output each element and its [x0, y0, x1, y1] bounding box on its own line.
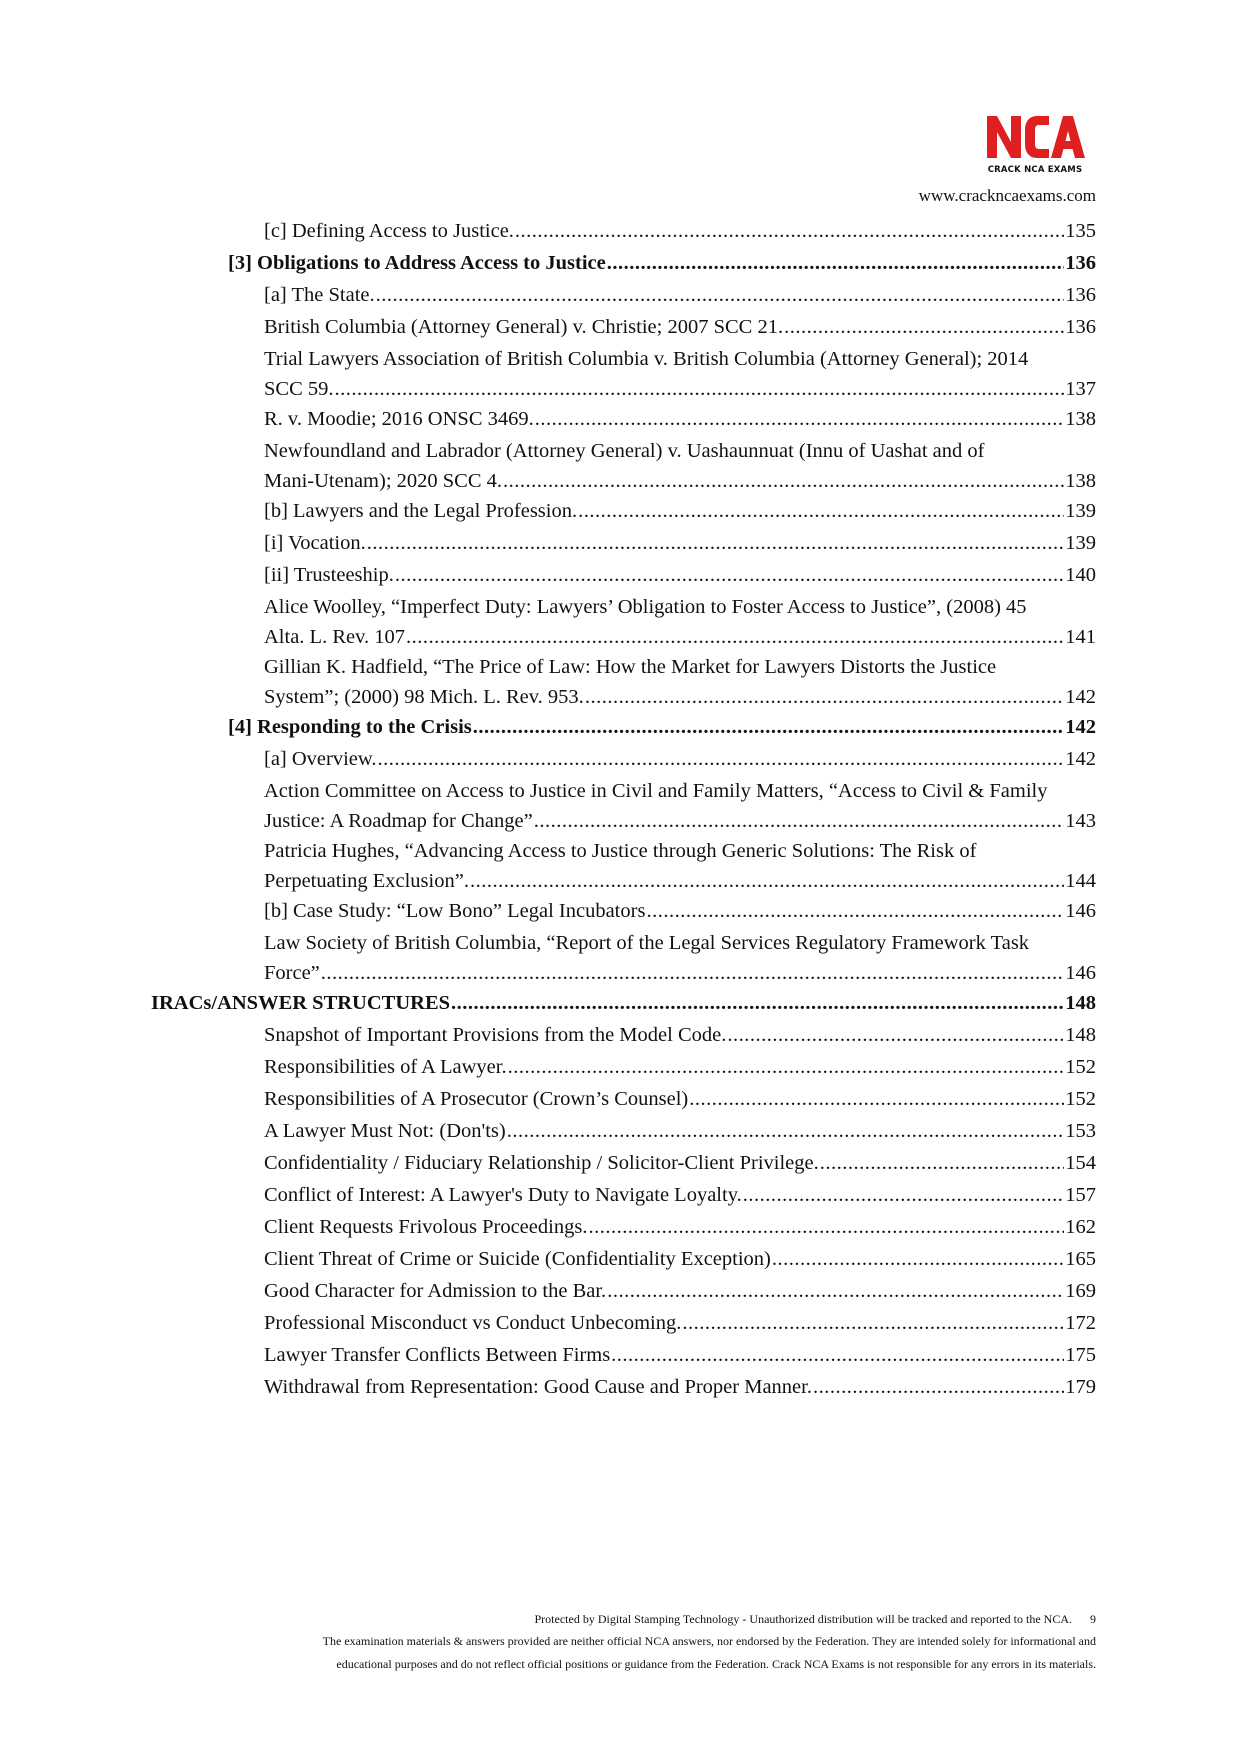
toc-page-number: 142 [1065, 716, 1096, 738]
toc-page-number: 157 [1065, 1184, 1096, 1206]
toc-page-number: 136 [1065, 252, 1096, 274]
footer-disclaimer-line2: educational purposes and do not reflect official positions or guidance from the Federation. Crack NCA Exams is not responsible for any errors in its materials. [336, 1657, 1096, 1671]
toc-page-number: 142 [1065, 748, 1096, 770]
toc-page-number: 172 [1065, 1312, 1096, 1334]
toc-entry: Conflict of Interest: A Lawyer's Duty to Navigate Loyalty. ..... 157 [264, 1180, 1096, 1210]
toc-page-number: 179 [1065, 1376, 1096, 1398]
toc-page-number: 165 [1065, 1248, 1096, 1270]
toc-page-number: 175 [1065, 1344, 1096, 1366]
toc-entry: [a] Overview. ..... 142 [264, 744, 1096, 774]
toc-entry: Professional Misconduct vs Conduct Unbecoming. ..... 172 [264, 1308, 1096, 1338]
toc-page-number: 136 [1065, 284, 1096, 306]
toc-page-number: 152 [1065, 1088, 1096, 1110]
toc-page-number: 146 [1065, 900, 1096, 922]
page-number: 9 [1090, 1612, 1096, 1626]
toc-entry: [a] The State. ..... 136 [264, 280, 1096, 310]
toc-page-number: 154 [1065, 1152, 1096, 1174]
toc-entry: British Columbia (Attorney General) v. Christie; 2007 SCC 21. ..... 136 [264, 312, 1096, 342]
toc-entry: [ii] Trusteeship. ..... 140 [264, 560, 1096, 590]
toc-page-number: 136 [1065, 316, 1096, 338]
toc-page-number: 153 [1065, 1120, 1096, 1142]
toc-entry: [i] Vocation. ..... 139 [264, 528, 1096, 558]
toc-page-number: 141 [1065, 626, 1096, 648]
toc-page-number: 152 [1065, 1056, 1096, 1078]
toc-page-number: 142 [1065, 686, 1096, 708]
footer-disclaimer-line1: The examination materials & answers provided are neither official NCA answers, nor endorsed by the Federation. They are intended solely for informational and [322, 1634, 1096, 1648]
toc-entry: Newfoundland and Labrador (Attorney General) v. Uashaunnuat (Innu of Uashat and of Mani-Utenam); 2020 SCC 4. ..... 138 [264, 436, 1096, 496]
toc-page-number: 143 [1065, 810, 1096, 832]
logo-caption: CRACK NCA EXAMS [987, 165, 1083, 175]
toc-entry: [b] Lawyers and the Legal Profession. ..... 139 [264, 496, 1096, 526]
toc-entry: [b] Case Study: “Low Bono” Legal Incubators ..... 146 [264, 896, 1096, 926]
toc-entry: R. v. Moodie; 2016 ONSC 3469. ..... 138 [264, 404, 1096, 434]
toc-page-number: 137 [1065, 378, 1096, 400]
toc-entry: Snapshot of Important Provisions from the Model Code. ..... 148 [264, 1020, 1096, 1050]
toc-page-number: 146 [1065, 962, 1096, 984]
toc-page-number: 148 [1065, 992, 1096, 1014]
toc-entry: Patricia Hughes, “Advancing Access to Justice through Generic Solutions: The Risk of Perpetuating Exclusion”. ..... 144 [264, 836, 1096, 896]
toc-entry: Responsibilities of A Prosecutor (Crown’s Counsel) ..... 152 [264, 1084, 1096, 1114]
toc-entry: Responsibilities of A Lawyer. ..... 152 [264, 1052, 1096, 1082]
toc-entry: Confidentiality / Fiduciary Relationship / Solicitor-Client Privilege. ..... 154 [264, 1148, 1096, 1178]
toc-entry: Client Requests Frivolous Proceedings. ..... 162 [264, 1212, 1096, 1242]
toc-page-number: 135 [1065, 220, 1096, 242]
toc-page-number: 138 [1065, 408, 1096, 430]
toc-entry: [c] Defining Access to Justice. ..... 135 [264, 216, 1096, 246]
toc-page-number: 139 [1065, 532, 1096, 554]
toc-entry: Good Character for Admission to the Bar. ..... 169 [264, 1276, 1096, 1306]
footer-protection-notice: Protected by Digital Stamping Technology - Unauthorized distribution will be tracked and reported to the NCA. 9 [534, 1612, 1096, 1626]
toc-entry: Client Threat of Crime or Suicide (Confidentiality Exception) ..... 165 [264, 1244, 1096, 1274]
toc-entry: Alice Woolley, “Imperfect Duty: Lawyers’ Obligation to Foster Access to Justice”, (2008) 45 Alta. L. Rev. 107 ..... 141 [264, 592, 1096, 652]
toc-entry: Law Society of British Columbia, “Report of the Legal Services Regulatory Framework Task Force” ..... 146 [264, 928, 1096, 988]
toc-page-number: 144 [1065, 870, 1096, 892]
toc-entry: Withdrawal from Representation: Good Cause and Proper Manner. ..... 179 [264, 1372, 1096, 1402]
toc-entry: Gillian K. Hadfield, “The Price of Law: How the Market for Lawyers Distorts the Justice System”; (2000) 98 Mich. L. Rev. 953. ..... 142 [264, 652, 1096, 712]
toc-page-number: 169 [1065, 1280, 1096, 1302]
toc-entry: IRACs/ANSWER STRUCTURES ..... 148 [151, 988, 1096, 1018]
toc-page-number: 139 [1065, 500, 1096, 522]
toc-entry: [3] Obligations to Address Access to Justice ..... 136 [228, 248, 1096, 278]
toc-entry: Lawyer Transfer Conflicts Between Firms ..... 175 [264, 1340, 1096, 1370]
toc-page-number: 140 [1065, 564, 1096, 586]
toc-entry: Trial Lawyers Association of British Columbia v. British Columbia (Attorney General); 2014 SCC 59. ..... 137 [264, 344, 1096, 404]
toc-entry: Action Committee on Access to Justice in Civil and Family Matters, “Access to Civil & Family Justice: A Roadmap for Change” ..... 143 [264, 776, 1096, 836]
toc-page-number: 148 [1065, 1024, 1096, 1046]
toc-entry: [4] Responding to the Crisis ..... 142 [228, 712, 1096, 742]
toc-page-number: 162 [1065, 1216, 1096, 1238]
website-url: www.crackncaexams.com [918, 186, 1096, 205]
toc-page-number: 138 [1065, 470, 1096, 492]
toc-entry: A Lawyer Must Not: (Don'ts) ..... 153 [264, 1116, 1096, 1146]
